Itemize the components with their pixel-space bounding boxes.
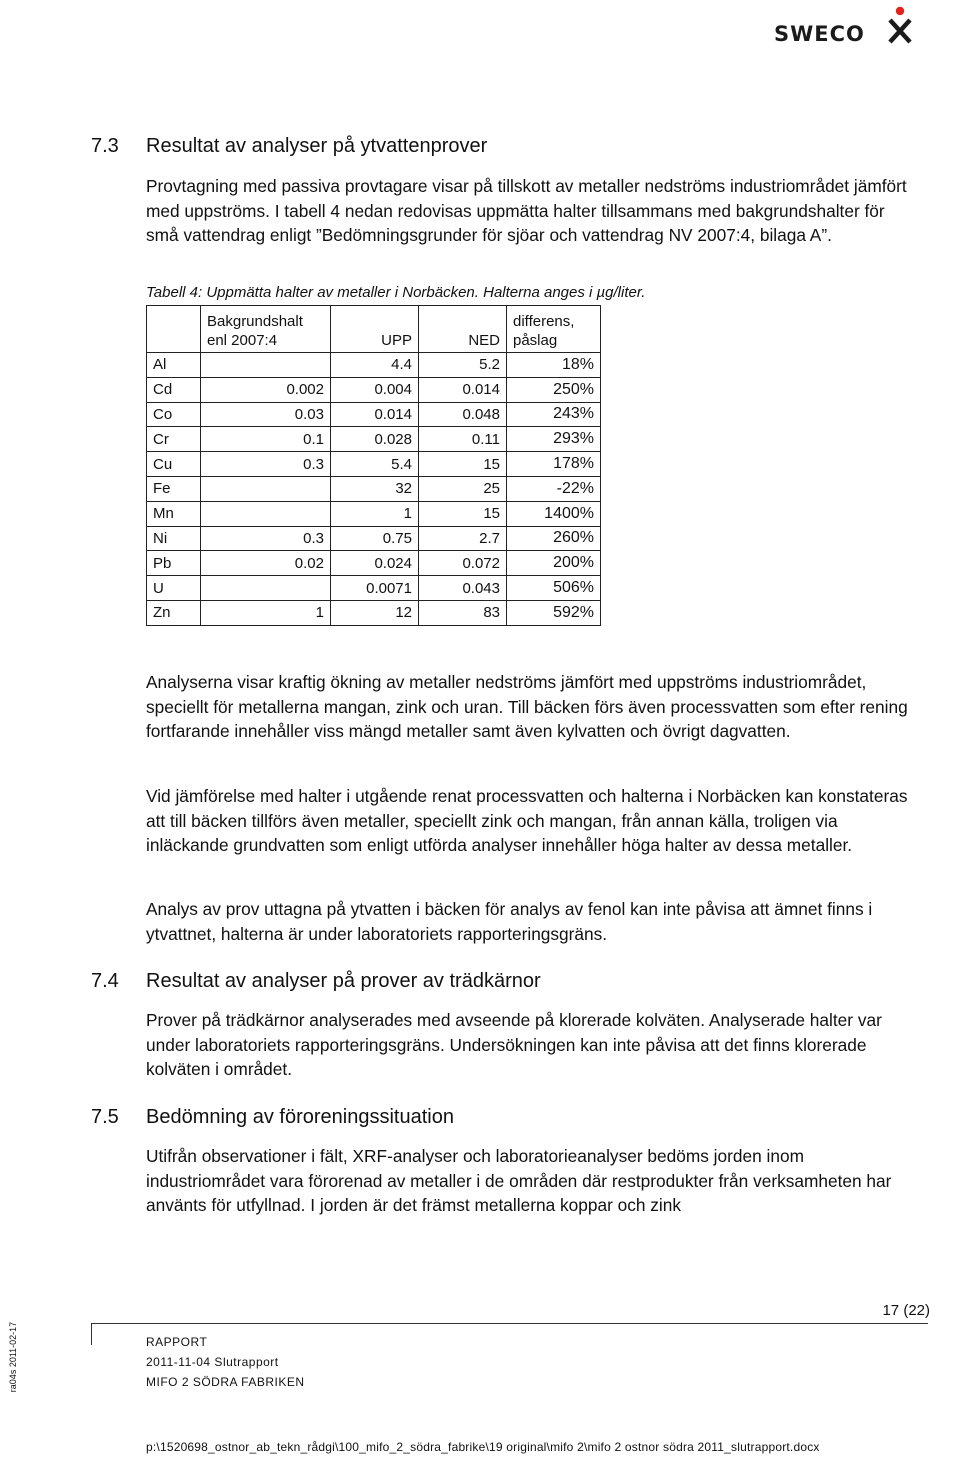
- section-title: Bedömning av föroreningssituation: [146, 1106, 454, 1128]
- table-row: [147, 576, 601, 601]
- footer-info: [146, 1332, 305, 1392]
- page-number: 17 (22): [882, 1302, 930, 1319]
- header-background-line2: enl 2007:4: [207, 332, 278, 349]
- cell-diff: 293%: [507, 427, 601, 452]
- footer-report-label: RAPPORT: [146, 1335, 208, 1349]
- cell-diff: 18%: [507, 353, 601, 378]
- cell-element: Cd: [147, 377, 201, 402]
- cell-upp: 0.75: [331, 526, 419, 551]
- cell-upp: 0.028: [331, 427, 419, 452]
- cell-background: [201, 501, 331, 526]
- cell-element: Cr: [147, 427, 201, 452]
- cell-upp: 32: [331, 476, 419, 501]
- table-row: [147, 377, 601, 402]
- table-caption: Tabell 4: Uppmätta halter av metaller i Norbäcken. Halterna anges i µg/liter.: [146, 284, 646, 301]
- logo-text: SWECO: [774, 22, 865, 46]
- cell-diff: 1400%: [507, 501, 601, 526]
- cell-upp: 5.4: [331, 452, 419, 477]
- logo-cross-icon: [886, 6, 914, 46]
- header-upp: UPP: [331, 306, 419, 353]
- cell-diff: 592%: [507, 600, 601, 625]
- cell-ned: 15: [419, 452, 507, 477]
- footer-divider: [91, 1323, 928, 1324]
- cell-diff: 243%: [507, 402, 601, 427]
- body-paragraph: Vid jämförelse med halter i utgående renat processvatten och halterna i Norbäcken kan konstateras att till bäcken tillförs även metaller, speciellt zink och mangan, från annan källa, troligen via inläckande grundvatten som enligt utförda analyser innehåller höga halter av dessa metaller.: [146, 786, 908, 856]
- footer-divider-tick: [91, 1323, 92, 1345]
- header-ned: NED: [419, 306, 507, 353]
- table-header-row: [147, 306, 601, 353]
- cell-background: 0.03: [201, 402, 331, 427]
- cell-element: Pb: [147, 551, 201, 576]
- table-row: [147, 600, 601, 625]
- table-row: [147, 427, 601, 452]
- cell-element: Cu: [147, 452, 201, 477]
- cell-upp: 4.4: [331, 353, 419, 378]
- cell-background: 0.02: [201, 551, 331, 576]
- table-row: [147, 353, 601, 378]
- section-number: 7.5: [91, 1106, 119, 1128]
- cell-upp: 0.024: [331, 551, 419, 576]
- file-path: p:\1520698_ostnor_ab_tekn_rådgi\100_mifo_2_södra_fabrike\19 original\mifo 2\mifo 2 ostnor södra 2011_slutrapport.docx: [146, 1440, 820, 1454]
- cell-background: [201, 353, 331, 378]
- template-code: ra04s 2011-02-17: [8, 1321, 19, 1393]
- cell-ned: 0.014: [419, 377, 507, 402]
- body-paragraph: Analyserna visar kraftig ökning av metaller nedströms jämfört med uppströms industriområdet, speciellt för metallerna mangan, zink och uran. Till bäcken förs även processvatten som efter rening fortfarande innehåller viss mängd metaller samt även kylvatten och övrigt dagvatten.: [146, 672, 908, 742]
- cell-element: Zn: [147, 600, 201, 625]
- header-background-line1: Bakgrundshalt: [207, 313, 303, 330]
- section-number: 7.3: [91, 135, 119, 157]
- cell-background: 1: [201, 600, 331, 625]
- header-background: [201, 306, 331, 353]
- body-paragraph: Analys av prov uttagna på ytvatten i bäcken för analys av fenol kan inte påvisa att ämnet finns i ytvattnet, halterna är under laboratoriets rapporteringsgräns.: [146, 899, 873, 944]
- cell-background: [201, 476, 331, 501]
- cell-diff: -22%: [507, 476, 601, 501]
- cell-background: 0.002: [201, 377, 331, 402]
- cell-ned: 5.2: [419, 353, 507, 378]
- cell-upp: 0.0071: [331, 576, 419, 601]
- cell-element: Al: [147, 353, 201, 378]
- cell-element: Fe: [147, 476, 201, 501]
- table-row: [147, 501, 601, 526]
- cell-ned: 0.043: [419, 576, 507, 601]
- cell-background: [201, 576, 331, 601]
- cell-upp: 0.014: [331, 402, 419, 427]
- cell-upp: 12: [331, 600, 419, 625]
- cell-ned: 2.7: [419, 526, 507, 551]
- cell-ned: 15: [419, 501, 507, 526]
- cell-diff: 200%: [507, 551, 601, 576]
- cell-element: Ni: [147, 526, 201, 551]
- cell-element: Co: [147, 402, 201, 427]
- cell-ned: 0.11: [419, 427, 507, 452]
- cell-ned: 83: [419, 600, 507, 625]
- header-element: [147, 306, 201, 353]
- table-row: [147, 526, 601, 551]
- table-row: [147, 476, 601, 501]
- section-title: Resultat av analyser på ytvattenprover: [146, 135, 488, 157]
- metals-table: [146, 305, 601, 626]
- cell-ned: 0.072: [419, 551, 507, 576]
- cell-diff: 178%: [507, 452, 601, 477]
- section-title: Resultat av analyser på prover av trädkärnor: [146, 970, 541, 992]
- cell-diff: 250%: [507, 377, 601, 402]
- table-row: [147, 452, 601, 477]
- section-number: 7.4: [91, 970, 119, 992]
- cell-background: 0.3: [201, 452, 331, 477]
- cell-element: Mn: [147, 501, 201, 526]
- cell-ned: 25: [419, 476, 507, 501]
- cell-upp: 0.004: [331, 377, 419, 402]
- table-row: [147, 402, 601, 427]
- cell-background: 0.1: [201, 427, 331, 452]
- cell-upp: 1: [331, 501, 419, 526]
- cell-ned: 0.048: [419, 402, 507, 427]
- footer-date-status: 2011-11-04 Slutrapport: [146, 1355, 279, 1369]
- cell-background: 0.3: [201, 526, 331, 551]
- body-paragraph: Prover på trädkärnor analyserades med avseende på klorerade kolväten. Analyserade halter var under laboratoriets rapporteringsgräns. Undersökningen kan inte påvisa att det finns klorerade kolväten i området.: [146, 1010, 882, 1080]
- cell-diff: 260%: [507, 526, 601, 551]
- cell-diff: 506%: [507, 576, 601, 601]
- footer-project-name: MIFO 2 SÖDRA FABRIKEN: [146, 1375, 305, 1389]
- header-diff-line1: differens,: [513, 313, 575, 330]
- table-row: [147, 551, 601, 576]
- sweco-logo: [774, 6, 914, 50]
- body-paragraph: Utifrån observationer i fält, XRF-analyser och laboratorieanalyser bedöms jorden inom industriområdet vara förorenad av metaller i de områden där restprodukter från verksamheten har använts för utfyllnad. I jorden är det främst metallerna koppar och zink: [146, 1146, 892, 1216]
- cell-element: U: [147, 576, 201, 601]
- header-diff: [507, 306, 601, 353]
- body-paragraph: Provtagning med passiva provtagare visar på tillskott av metaller nedströms industriområdet jämfört med uppströms. I tabell 4 nedan redovisas uppmätta halter tillsammans med bakgrundshalter för små vattendrag enligt ”Bedömningsgrunder för sjöar och vattendrag NV 2007:4, bilaga A”.: [146, 176, 907, 246]
- header-diff-line2: påslag: [513, 332, 558, 349]
